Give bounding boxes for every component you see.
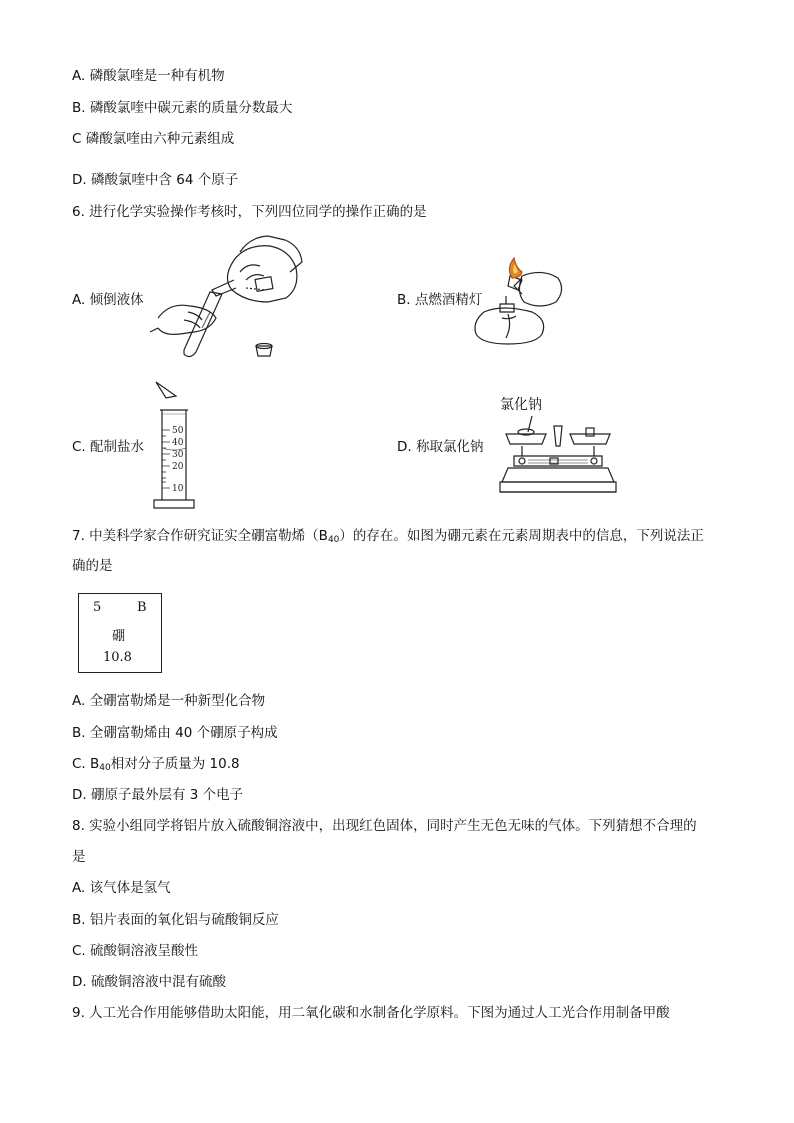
element-symbol: B [137, 600, 147, 615]
q8-option-d: D. 硫酸铜溶液中混有硫酸 [72, 974, 226, 990]
q6-option-c: C. 配制盐水 [72, 439, 145, 455]
q7-stem-subscript: 40 [327, 535, 340, 545]
q5-option-a: A. 磷酸氯喹是一种有机物 [72, 68, 225, 84]
q7-option-c-rest: 相对分子质量为 10.8 [110, 756, 240, 772]
q7-option-a: A. 全硼富勒烯是一种新型化合物 [72, 693, 266, 709]
q5-option-c: C 磷酸氯喹由六种元素组成 [72, 131, 235, 147]
q7-option-c [72, 755, 240, 777]
q7-stem-part1: 7. 中美科学家合作研究证实全硼富勒烯（B [72, 528, 328, 544]
q7-stem-line2: 确的是 [72, 558, 113, 574]
q8-option-a: A. 该气体是氢气 [72, 880, 171, 896]
q5-option-b: B. 磷酸氯喹中碳元素的质量分数最大 [72, 100, 293, 116]
q8-option-b: B. 铝片表面的氧化铝与硫酸铜反应 [72, 912, 279, 928]
q7-stem-line1 [72, 527, 704, 549]
q5-option-d: D. 磷酸氯喹中含 64 个原子 [72, 172, 239, 188]
cylinder-tick-40: 40 [172, 438, 184, 448]
q7-option-c-subscript: 40 [99, 763, 111, 773]
q7-option-b: B. 全硼富勒烯由 40 个硼原子构成 [72, 725, 278, 741]
q6-stem: 6. 进行化学实验操作考核时，下列四位同学的操作正确的是 [72, 204, 427, 220]
q6-option-b: B. 点燃酒精灯 [397, 292, 483, 308]
cylinder-tick-20: 20 [172, 462, 184, 472]
q7-stem-part2: ）的存在。如图为硼元素在元素周期表中的信息，下列说法正 [339, 528, 704, 544]
q9-stem: 9. 人工光合作用能够借助太阳能，用二氧化碳和水制备化学原料。下图为通过人工光合作用制备甲酸 [72, 1005, 670, 1021]
q6-option-d: D. 称取氯化钠 [397, 439, 484, 455]
balance-caption: 氯化钠 [500, 397, 542, 413]
balance-illustration [498, 416, 618, 500]
q6-option-a: A. 倾倒液体 [72, 292, 144, 308]
atomic-number: 5 [93, 600, 102, 615]
cylinder-tick-50: 50 [172, 426, 184, 436]
atomic-mass: 10.8 [103, 650, 132, 665]
q8-stem-line1: 8. 实验小组同学将铝片放入硫酸铜溶液中，出现红色固体，同时产生无色无味的气体。下列猜想不合理的 [72, 818, 697, 834]
pouring-liquid-illustration [150, 232, 310, 362]
cylinder-tick-10: 10 [172, 484, 184, 494]
cylinder-tick-30: 30 [172, 450, 184, 460]
q8-stem-line2: 是 [72, 849, 86, 865]
alcohol-lamp-illustration [462, 256, 572, 348]
measuring-cylinder-illustration [150, 378, 200, 512]
periodic-table-cell [78, 593, 162, 673]
element-name: 硼 [112, 629, 126, 644]
q8-option-c: C. 硫酸铜溶液呈酸性 [72, 943, 199, 959]
q7-option-c-prefix: C. B [72, 756, 100, 772]
q7-option-d: D. 硼原子最外层有 3 个电子 [72, 787, 244, 803]
